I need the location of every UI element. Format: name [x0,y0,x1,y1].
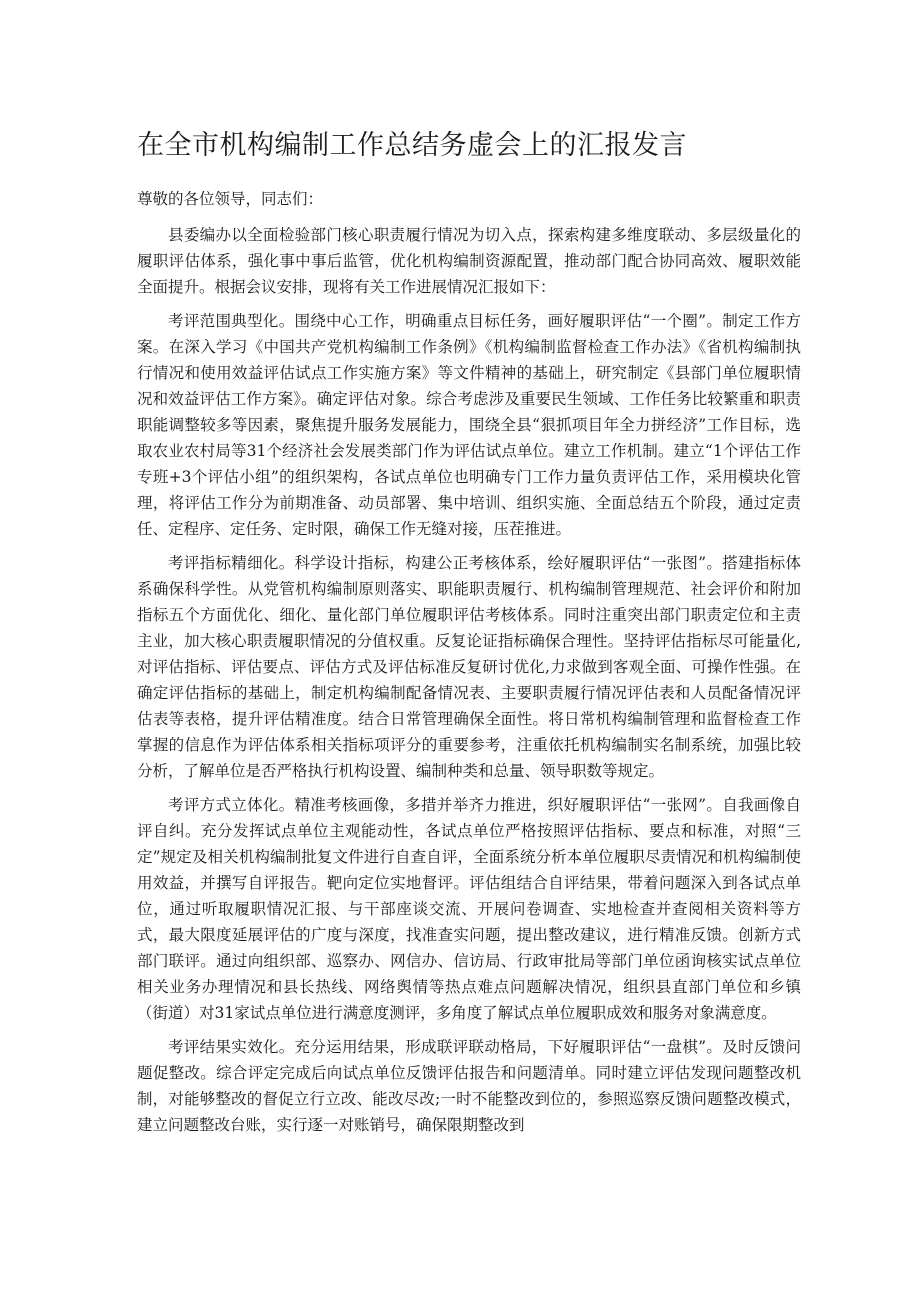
document-page [137,128,801,1146]
body-paragraph-results: 考评结果实效化。充分运用结果，形成联评联动格局，下好履职评估“一盘棋”。及时反馈问题促整改。综合评定完成后向试点单位反馈评估报告和问题清单。同时建立评估发现问题整改机制，对能够整改的督促立行立改、能改尽改;一时不能整改到位的，参照巡察反馈问题整改模式，建立问题整改台账，实行逐一对账销号，确保限期整改到 [137,1038,801,1134]
body-paragraph-indicators: 考评指标精细化。科学设计指标，构建公正考核体系，绘好履职评估“一张图”。搭建指标体系确保科学性。从党管机构编制原则落实、职能职责履行、机构编制管理规范、社会评价和附加指标五个方面优化、细化、量化部门单位履职评估考核体系。同时注重突出部门职责定位和主责主业，加大核心职责履职情况的分值权重。反复论证指标确保合理性。坚持评估指标尽可能量化,对评估指标、评估要点、评估方式及评估标准反复研讨优化,力求做到客观全面、可操作性强。在确定评估指标的基础上，制定机构编制配备情况表、主要职责履行情况评估表和人员配备情况评估表等表格，提升评估精准度。结合日常管理确保全面性。将日常机构编制管理和监督检查工作掌握的信息作为评估体系相关指标项评分的重要参考，注重依托机构编制实名制系统，加强比较分析，了解单位是否严格执行机构设置、编制种类和总量、领导职数等规定。 [137,554,801,780]
body-paragraph-methods: 考评方式立体化。精准考核画像，多措并举齐力推进，织好履职评估“一张网”。自我画像自评自纠。充分发挥试点单位主观能动性，各试点单位严格按照评估指标、要点和标准，对照“三定”规定及相关机构编制批复文件进行自查自评，全面系统分析本单位履职尽责情况和机构编制使用效益，并撰写自评报告。靶向定位实地督评。评估组结合自评结果，带着问题深入到各试点单位，通过听取履职情况汇报、与干部座谈交流、开展问卷调查、实地检查并查阅相关资料等方式，最大限度延展评估的广度与深度，找准查实问题，提出整改建议，进行精准反馈。创新方式部门联评。通过向组织部、巡察办、网信办、信访局、行政审批局等部门单位函询核实试点单位相关业务办理情况和县长热线、网络舆情等热点难点问题解决情况，组织县直部门单位和乡镇（街道）对31家试点单位进行满意度测评，多角度了解试点单位履职成效和服务对象满意度。 [137,796,801,1022]
salutation: 尊敬的各位领导，同志们： [137,190,324,208]
body-paragraph-scope: 考评范围典型化。围绕中心工作，明确重点目标任务，画好履职评估“一个圈”。制定工作方案。在深入学习《中国共产党机构编制工作条例》《机构编制监督检查工作办法》《省机构编制执行情况和使用效益评估试点工作实施方案》等文件精神的基础上，研究制定《县部门单位履职情况和效益评估工作方案》。确定评估对象。综合考虑涉及重要民生领域、工作任务比较繁重和职责职能调整较多等因素，聚焦提升服务发展能力，围绕全县“狠抓项目年全力拼经济”工作目标，选取农业农村局等31个经济社会发展类部门作为评估试点单位。建立工作机制。建立“1个评估工作专班+3个评估小组”的组织架构，各试点单位也明确专门工作力量负责评估工作，采用模块化管理，将评估工作分为前期准备、动员部署、集中培训、组织实施、全面总结五个阶段，通过定责任、定程序、定任务、定时限，确保工作无缝对接，压茬推进。 [137,312,801,538]
intro-paragraph: 县委编办以全面检验部门核心职责履行情况为切入点，探索构建多维度联动、多层级量化的履职评估体系，强化事中事后监管，优化机构编制资源配置，推动部门配合协同高效、履职效能全面提升。根据会议安排，现将有关工作进展情况汇报如下： [137,226,801,296]
page-title: 在全市机构编制工作总结务虚会上的汇报发言 [137,130,687,161]
